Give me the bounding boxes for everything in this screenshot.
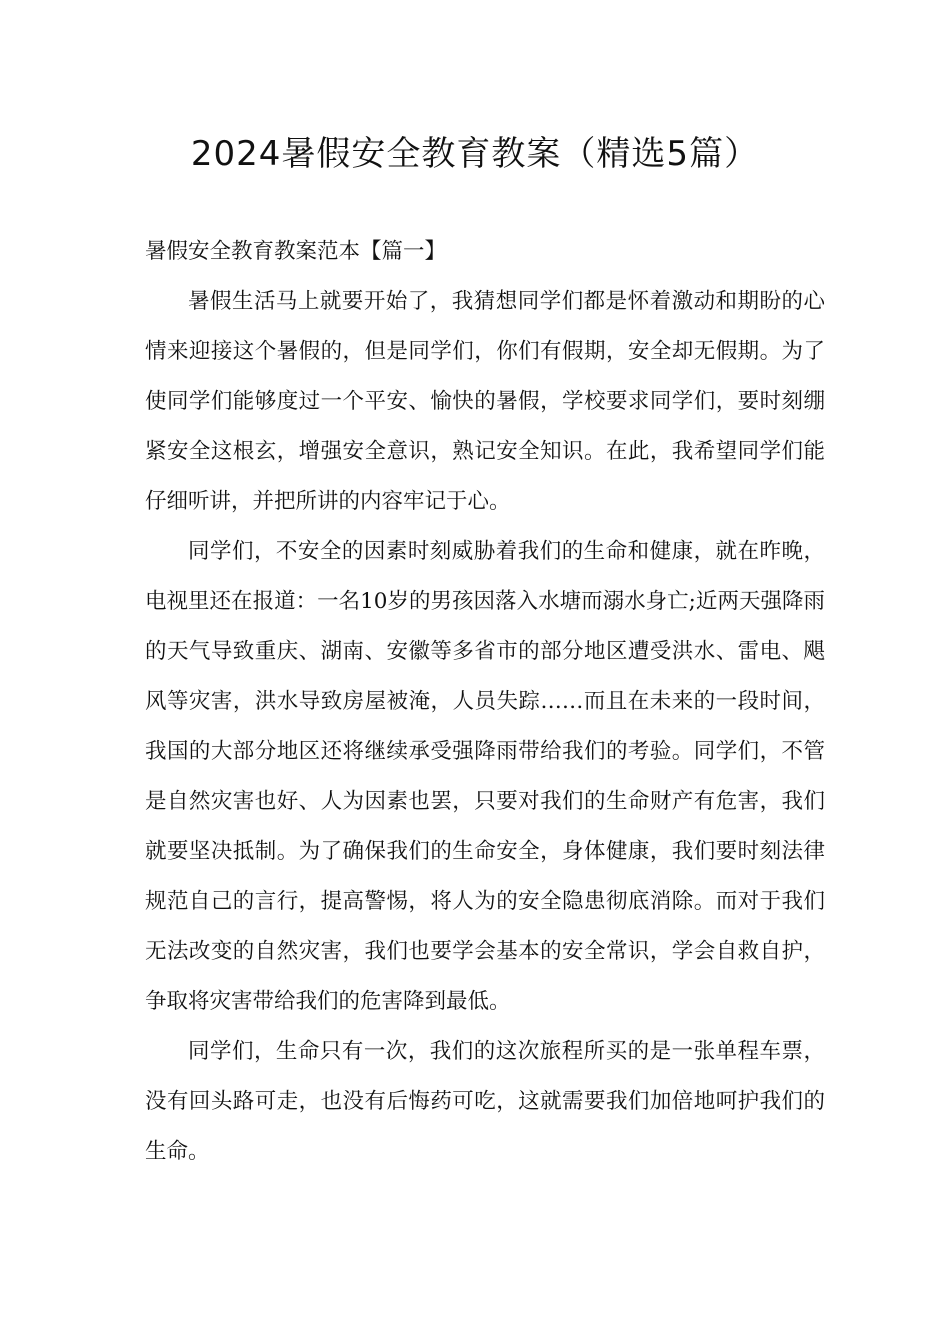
paragraph-1: 暑假生活马上就要开始了，我猜想同学们都是怀着激动和期盼的心情来迎接这个暑假的，但是同学们，你们有假期，安全却无假期。为了使同学们能够度过一个平安、愉快的暑假，学校要求同学们，要时刻绷紧安全这根玄，增强安全意识，熟记安全知识。在此，我希望同学们能仔细听讲，并把所讲的内容牢记于心。 xyxy=(145,289,825,514)
section-heading: 暑假安全教育教案范本【篇一】 xyxy=(145,239,447,264)
paragraph-3: 同学们，生命只有一次，我们的这次旅程所买的是一张单程车票，没有回头路可走，也没有后悔药可吃，这就需要我们加倍地呵护我们的生命。 xyxy=(145,1039,825,1164)
paragraph-2: 同学们，不安全的因素时刻威胁着我们的生命和健康，就在昨晚，电视里还在报道：一名10岁的男孩因落入水塘而溺水身亡;近两天强降雨的天气导致重庆、湖南、安徽等多省市的部分地区遭受洪水、雷电、飓风等灾害，洪水导致房屋被淹，人员失踪……而且在未来的一段时间，我国的大部分地区还将继续承受强降雨带给我们的考验。同学们，不管是自然灾害也好、人为因素也罢，只要对我们的生命财产有危害，我们就要坚决抵制。为了确保我们的生命安全，身体健康，我们要时刻法律规范自己的言行，提高警惕，将人为的安全隐患彻底消除。而对于我们无法改变的自然灾害，我们也要学会基本的安全常识，学会自救自护，争取将灾害带给我们的危害降到最低。 xyxy=(145,539,825,1014)
document-body xyxy=(145,227,825,1177)
document-title: 2024暑假安全教育教案（精选5篇） xyxy=(190,134,760,174)
